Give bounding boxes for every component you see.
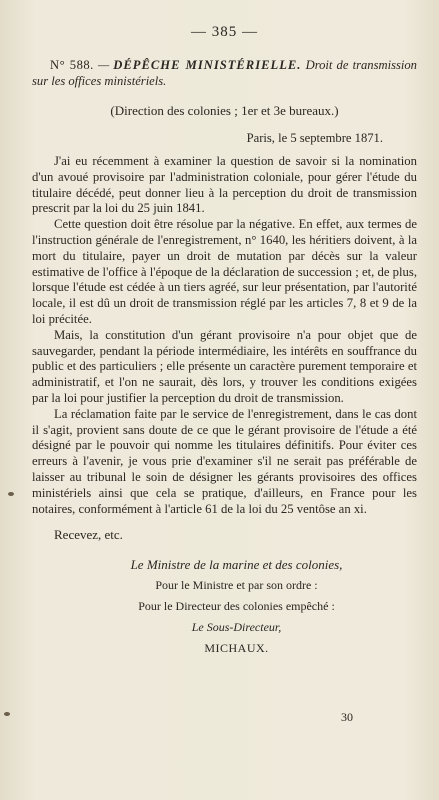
heading-dash: — <box>97 58 110 72</box>
body-paragraph-4: La réclamation faite par le service de l'enregistrement, dans le cas dont il s'agit, provient sans doute de ce que le gérant provisoire de l'étude a été désigné par le pouvoir qui nomme les titulaires définitifs. Pour éviter ces erreurs à l'avenir, je vous prie d'examiner s'il ne serait pas préférable de laisser au tribunal le soin de désigner les gérants provisoires des offices ministériels ainsi que cela se pratique, d'ailleurs, en France pour les notaires, conformément à l'article 61 de la loi du 25 ventôse an xi. <box>32 406 417 516</box>
direction-line: (Direction des colonies ; 1er et 3e bureaux.) <box>110 103 339 118</box>
signature-line-2: Pour le Directeur des colonies empêché : <box>138 599 335 614</box>
ink-blot <box>8 492 14 496</box>
footer-number: 30 <box>341 710 353 724</box>
document-subtitle: Droit de transmission sur les offices ministériels. <box>32 58 417 88</box>
body-paragraph-3: Mais, la constitution d'un gérant provisoire n'a pour objet que de sauvegarder, pendant la période intermédiaire, les intérêts en souffrance du public et des particuliers ; elle présente un caractère purement temporaire et administratif, et l'on ne saurait, dès lors, y trouver les conditions exigées par la loi pour justifier la perception du droit de transmission. <box>32 327 417 405</box>
page-number: — 385 — <box>191 24 258 40</box>
signature-title: Le Ministre de la marine et des colonies, <box>130 557 343 573</box>
closing-formula: Recevez, etc. <box>54 527 123 543</box>
ink-blot <box>4 712 10 716</box>
document-title: DÉPÊCHE MINISTÉRIELLE. <box>113 58 302 72</box>
signature-line-1: Pour le Ministre et par son ordre : <box>155 578 318 593</box>
signature-name: MICHAUX. <box>204 641 269 656</box>
document-heading <box>32 57 417 89</box>
signature-line-3: Le Sous-Directeur, <box>191 620 282 635</box>
document-number: N° 588. <box>50 58 94 72</box>
body-paragraph-2: Cette question doit être résolue par la négative. En effet, aux termes de l'instruction générale de l'enregistrement, n° 1640, les héritiers doivent, à la mort du titulaire, payer un droit de mutation par décès sur la valeur estimative de l'office à l'époque de la déclaration de succession ; et, de plus, lorsque l'étude est cédée à un tiers agréé, sur leur présentation, par l'autorité locale, il est dû un droit de transmission réglé par les articles 7, 8 et 9 de la loi précitée. <box>32 217 417 326</box>
body-paragraph-1: J'ai eu récemment à examiner la question de savoir si la nomination d'un avoué provisoire par l'administration coloniale, pour gérer l'étude du titulaire décédé, peut donner lieu à la perception du droit de transmission prescrit par la loi du 25 juin 1841. <box>32 154 417 216</box>
date-line: Paris, le 5 septembre 1871. <box>246 131 383 145</box>
